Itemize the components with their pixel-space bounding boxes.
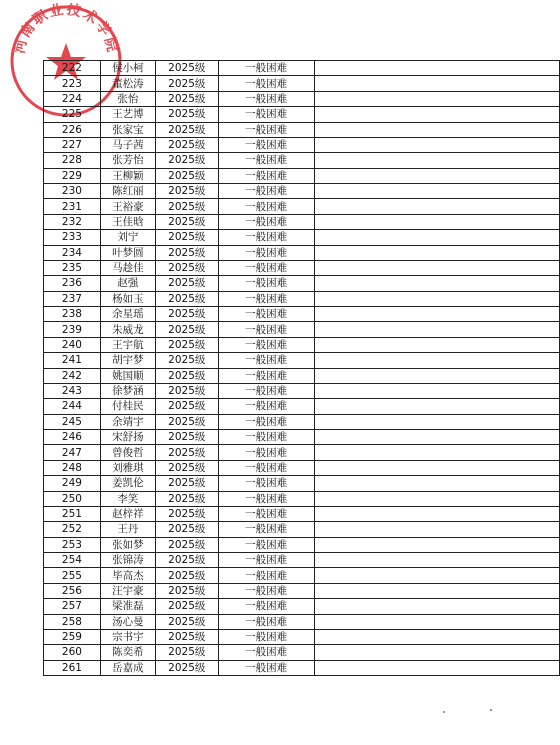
remark xyxy=(314,291,559,306)
remark xyxy=(314,337,559,352)
table-row xyxy=(44,199,560,214)
row-number: 233 xyxy=(44,230,101,245)
row-number: 240 xyxy=(44,337,101,352)
student-name: 张锦涛 xyxy=(100,553,155,568)
grade: 2025级 xyxy=(155,153,218,168)
grade: 2025级 xyxy=(155,553,218,568)
student-name: 陈奕希 xyxy=(100,645,155,660)
grade: 2025级 xyxy=(155,122,218,137)
table-row xyxy=(44,414,560,429)
difficulty-level: 一般困难 xyxy=(218,399,314,414)
student-name: 刘雅琪 xyxy=(100,460,155,475)
grade: 2025级 xyxy=(155,184,218,199)
student-name: 朱威龙 xyxy=(100,322,155,337)
row-number: 259 xyxy=(44,629,101,644)
student-name: 叶梦圆 xyxy=(100,245,155,260)
row-number: 228 xyxy=(44,153,101,168)
student-name: 王宇航 xyxy=(100,337,155,352)
remark xyxy=(314,137,559,152)
row-number: 236 xyxy=(44,276,101,291)
difficulty-level: 一般困难 xyxy=(218,383,314,398)
remark xyxy=(314,168,559,183)
table-row xyxy=(44,460,560,475)
table-row xyxy=(44,553,560,568)
difficulty-level: 一般困难 xyxy=(218,337,314,352)
student-name: 刘宁 xyxy=(100,230,155,245)
student-name: 赵梓祥 xyxy=(100,506,155,521)
grade: 2025级 xyxy=(155,368,218,383)
student-name: 王柳颖 xyxy=(100,168,155,183)
student-name: 陈红丽 xyxy=(100,184,155,199)
row-number: 231 xyxy=(44,199,101,214)
row-number: 235 xyxy=(44,260,101,275)
difficulty-level: 一般困难 xyxy=(218,137,314,152)
grade: 2025级 xyxy=(155,61,218,76)
scan-speck xyxy=(443,711,445,713)
grade: 2025级 xyxy=(155,599,218,614)
student-name: 杨如玉 xyxy=(100,291,155,306)
student-name: 王佳晗 xyxy=(100,214,155,229)
difficulty-level: 一般困难 xyxy=(218,476,314,491)
table-row xyxy=(44,230,560,245)
grade: 2025级 xyxy=(155,460,218,475)
row-number: 244 xyxy=(44,399,101,414)
difficulty-level: 一般困难 xyxy=(218,645,314,660)
row-number: 248 xyxy=(44,460,101,475)
row-number: 256 xyxy=(44,583,101,598)
student-name: 汪宇豪 xyxy=(100,583,155,598)
grade: 2025级 xyxy=(155,137,218,152)
grade: 2025级 xyxy=(155,214,218,229)
remark xyxy=(314,537,559,552)
remark xyxy=(314,614,559,629)
remark xyxy=(314,629,559,644)
table-row xyxy=(44,337,560,352)
remark xyxy=(314,506,559,521)
student-name: 姚国顺 xyxy=(100,368,155,383)
student-name: 侯小柯 xyxy=(100,61,155,76)
remark xyxy=(314,445,559,460)
remark xyxy=(314,399,559,414)
table-row xyxy=(44,184,560,199)
table-row xyxy=(44,645,560,660)
difficulty-level: 一般困难 xyxy=(218,460,314,475)
grade: 2025级 xyxy=(155,445,218,460)
student-name: 胡宇梦 xyxy=(100,353,155,368)
difficulty-level: 一般困难 xyxy=(218,291,314,306)
grade: 2025级 xyxy=(155,276,218,291)
grade: 2025级 xyxy=(155,291,218,306)
row-number: 225 xyxy=(44,107,101,122)
remark xyxy=(314,276,559,291)
table-row xyxy=(44,214,560,229)
row-number: 222 xyxy=(44,61,101,76)
grade: 2025级 xyxy=(155,430,218,445)
difficulty-level: 一般困难 xyxy=(218,184,314,199)
difficulty-level: 一般困难 xyxy=(218,568,314,583)
student-name: 余靖宇 xyxy=(100,414,155,429)
difficulty-level: 一般困难 xyxy=(218,91,314,106)
remark xyxy=(314,214,559,229)
row-number: 258 xyxy=(44,614,101,629)
remark xyxy=(314,76,559,91)
difficulty-level: 一般困难 xyxy=(218,122,314,137)
row-number: 232 xyxy=(44,214,101,229)
table-row xyxy=(44,537,560,552)
row-number: 253 xyxy=(44,537,101,552)
remark xyxy=(314,322,559,337)
table-row xyxy=(44,368,560,383)
student-name: 张芳怡 xyxy=(100,153,155,168)
difficulty-level: 一般困难 xyxy=(218,660,314,675)
row-number: 246 xyxy=(44,430,101,445)
grade: 2025级 xyxy=(155,383,218,398)
difficulty-level: 一般困难 xyxy=(218,199,314,214)
student-name: 董松涛 xyxy=(100,76,155,91)
row-number: 238 xyxy=(44,307,101,322)
row-number: 237 xyxy=(44,291,101,306)
row-number: 227 xyxy=(44,137,101,152)
grade: 2025级 xyxy=(155,76,218,91)
table-row xyxy=(44,76,560,91)
difficulty-level: 一般困难 xyxy=(218,629,314,644)
student-name: 王艺博 xyxy=(100,107,155,122)
row-number: 223 xyxy=(44,76,101,91)
grade: 2025级 xyxy=(155,399,218,414)
remark xyxy=(314,91,559,106)
remark xyxy=(314,568,559,583)
table-row xyxy=(44,260,560,275)
table-row xyxy=(44,61,560,76)
grade: 2025级 xyxy=(155,245,218,260)
grade: 2025级 xyxy=(155,414,218,429)
table-row xyxy=(44,660,560,675)
difficulty-level: 一般困难 xyxy=(218,445,314,460)
student-name: 梁准磊 xyxy=(100,599,155,614)
table-row xyxy=(44,137,560,152)
row-number: 241 xyxy=(44,353,101,368)
difficulty-level: 一般困难 xyxy=(218,583,314,598)
grade: 2025级 xyxy=(155,583,218,598)
remark xyxy=(314,153,559,168)
row-number: 239 xyxy=(44,322,101,337)
row-number: 242 xyxy=(44,368,101,383)
student-name: 余星瑶 xyxy=(100,307,155,322)
row-number: 243 xyxy=(44,383,101,398)
table-row xyxy=(44,291,560,306)
difficulty-level: 一般困难 xyxy=(218,61,314,76)
remark xyxy=(314,184,559,199)
row-number: 261 xyxy=(44,660,101,675)
remark xyxy=(314,522,559,537)
remark xyxy=(314,383,559,398)
table-row xyxy=(44,383,560,398)
row-number: 234 xyxy=(44,245,101,260)
remark xyxy=(314,583,559,598)
remark xyxy=(314,553,559,568)
difficulty-level: 一般困难 xyxy=(218,276,314,291)
table-row xyxy=(44,322,560,337)
student-name: 王丹 xyxy=(100,522,155,537)
grade: 2025级 xyxy=(155,614,218,629)
row-number: 254 xyxy=(44,553,101,568)
grade: 2025级 xyxy=(155,645,218,660)
scan-speck xyxy=(490,709,492,711)
remark xyxy=(314,260,559,275)
grade: 2025级 xyxy=(155,230,218,245)
grade: 2025级 xyxy=(155,168,218,183)
student-name: 徐梦涵 xyxy=(100,383,155,398)
difficulty-level: 一般困难 xyxy=(218,506,314,521)
difficulty-level: 一般困难 xyxy=(218,153,314,168)
table-row xyxy=(44,614,560,629)
remark xyxy=(314,414,559,429)
table-row xyxy=(44,153,560,168)
difficulty-level: 一般困难 xyxy=(218,230,314,245)
row-number: 257 xyxy=(44,599,101,614)
row-number: 229 xyxy=(44,168,101,183)
grade: 2025级 xyxy=(155,337,218,352)
table-row xyxy=(44,491,560,506)
grade: 2025级 xyxy=(155,629,218,644)
row-number: 226 xyxy=(44,122,101,137)
table-row xyxy=(44,399,560,414)
table-row xyxy=(44,476,560,491)
table-row xyxy=(44,430,560,445)
grade: 2025级 xyxy=(155,353,218,368)
difficulty-level: 一般困难 xyxy=(218,322,314,337)
difficulty-level: 一般困难 xyxy=(218,353,314,368)
student-name: 付桂民 xyxy=(100,399,155,414)
table-row xyxy=(44,599,560,614)
grade: 2025级 xyxy=(155,476,218,491)
difficulty-level: 一般困难 xyxy=(218,430,314,445)
student-name: 姜凯伦 xyxy=(100,476,155,491)
student-name: 毕高杰 xyxy=(100,568,155,583)
grade: 2025级 xyxy=(155,91,218,106)
student-table xyxy=(43,60,560,676)
grade: 2025级 xyxy=(155,307,218,322)
difficulty-level: 一般困难 xyxy=(218,76,314,91)
difficulty-level: 一般困难 xyxy=(218,491,314,506)
difficulty-level: 一般困难 xyxy=(218,107,314,122)
table-row xyxy=(44,629,560,644)
student-name: 曾俊哲 xyxy=(100,445,155,460)
difficulty-level: 一般困难 xyxy=(218,245,314,260)
remark xyxy=(314,245,559,260)
grade: 2025级 xyxy=(155,660,218,675)
difficulty-level: 一般困难 xyxy=(218,368,314,383)
row-number: 249 xyxy=(44,476,101,491)
remark xyxy=(314,107,559,122)
remark xyxy=(314,430,559,445)
remark xyxy=(314,476,559,491)
table-row xyxy=(44,245,560,260)
student-name: 张怡 xyxy=(100,91,155,106)
row-number: 230 xyxy=(44,184,101,199)
student-name: 宗书宇 xyxy=(100,629,155,644)
student-name: 张如梦 xyxy=(100,537,155,552)
remark xyxy=(314,199,559,214)
remark xyxy=(314,368,559,383)
difficulty-level: 一般困难 xyxy=(218,614,314,629)
grade: 2025级 xyxy=(155,491,218,506)
row-number: 245 xyxy=(44,414,101,429)
student-name: 宋舒扬 xyxy=(100,430,155,445)
row-number: 260 xyxy=(44,645,101,660)
grade: 2025级 xyxy=(155,537,218,552)
difficulty-level: 一般困难 xyxy=(218,599,314,614)
table-row xyxy=(44,168,560,183)
remark xyxy=(314,61,559,76)
grade: 2025级 xyxy=(155,260,218,275)
remark xyxy=(314,307,559,322)
remark xyxy=(314,122,559,137)
table-row xyxy=(44,522,560,537)
row-number: 251 xyxy=(44,506,101,521)
remark xyxy=(314,230,559,245)
student-name: 马趁佳 xyxy=(100,260,155,275)
row-number: 255 xyxy=(44,568,101,583)
seal-text: 河南职业技术学院 xyxy=(11,3,121,56)
table-row xyxy=(44,353,560,368)
student-name: 岳嘉成 xyxy=(100,660,155,675)
row-number: 252 xyxy=(44,522,101,537)
grade: 2025级 xyxy=(155,522,218,537)
grade: 2025级 xyxy=(155,506,218,521)
difficulty-level: 一般困难 xyxy=(218,553,314,568)
student-name: 赵强 xyxy=(100,276,155,291)
table-row xyxy=(44,276,560,291)
student-name: 李笑 xyxy=(100,491,155,506)
table-row xyxy=(44,307,560,322)
difficulty-level: 一般困难 xyxy=(218,307,314,322)
table-row xyxy=(44,91,560,106)
remark xyxy=(314,353,559,368)
grade: 2025级 xyxy=(155,199,218,214)
grade: 2025级 xyxy=(155,107,218,122)
table-row xyxy=(44,506,560,521)
student-name: 马子茜 xyxy=(100,137,155,152)
difficulty-level: 一般困难 xyxy=(218,260,314,275)
row-number: 247 xyxy=(44,445,101,460)
difficulty-level: 一般困难 xyxy=(218,522,314,537)
remark xyxy=(314,660,559,675)
table-row xyxy=(44,445,560,460)
student-name: 王裕豪 xyxy=(100,199,155,214)
table-row xyxy=(44,568,560,583)
student-name: 张家宝 xyxy=(100,122,155,137)
remark xyxy=(314,599,559,614)
grade: 2025级 xyxy=(155,322,218,337)
difficulty-level: 一般困难 xyxy=(218,414,314,429)
remark xyxy=(314,460,559,475)
remark xyxy=(314,645,559,660)
row-number: 224 xyxy=(44,91,101,106)
row-number: 250 xyxy=(44,491,101,506)
difficulty-level: 一般困难 xyxy=(218,214,314,229)
remark xyxy=(314,491,559,506)
grade: 2025级 xyxy=(155,568,218,583)
table-row xyxy=(44,122,560,137)
difficulty-level: 一般困难 xyxy=(218,537,314,552)
student-name: 汤心曼 xyxy=(100,614,155,629)
table-row xyxy=(44,107,560,122)
difficulty-level: 一般困难 xyxy=(218,168,314,183)
table-row xyxy=(44,583,560,598)
